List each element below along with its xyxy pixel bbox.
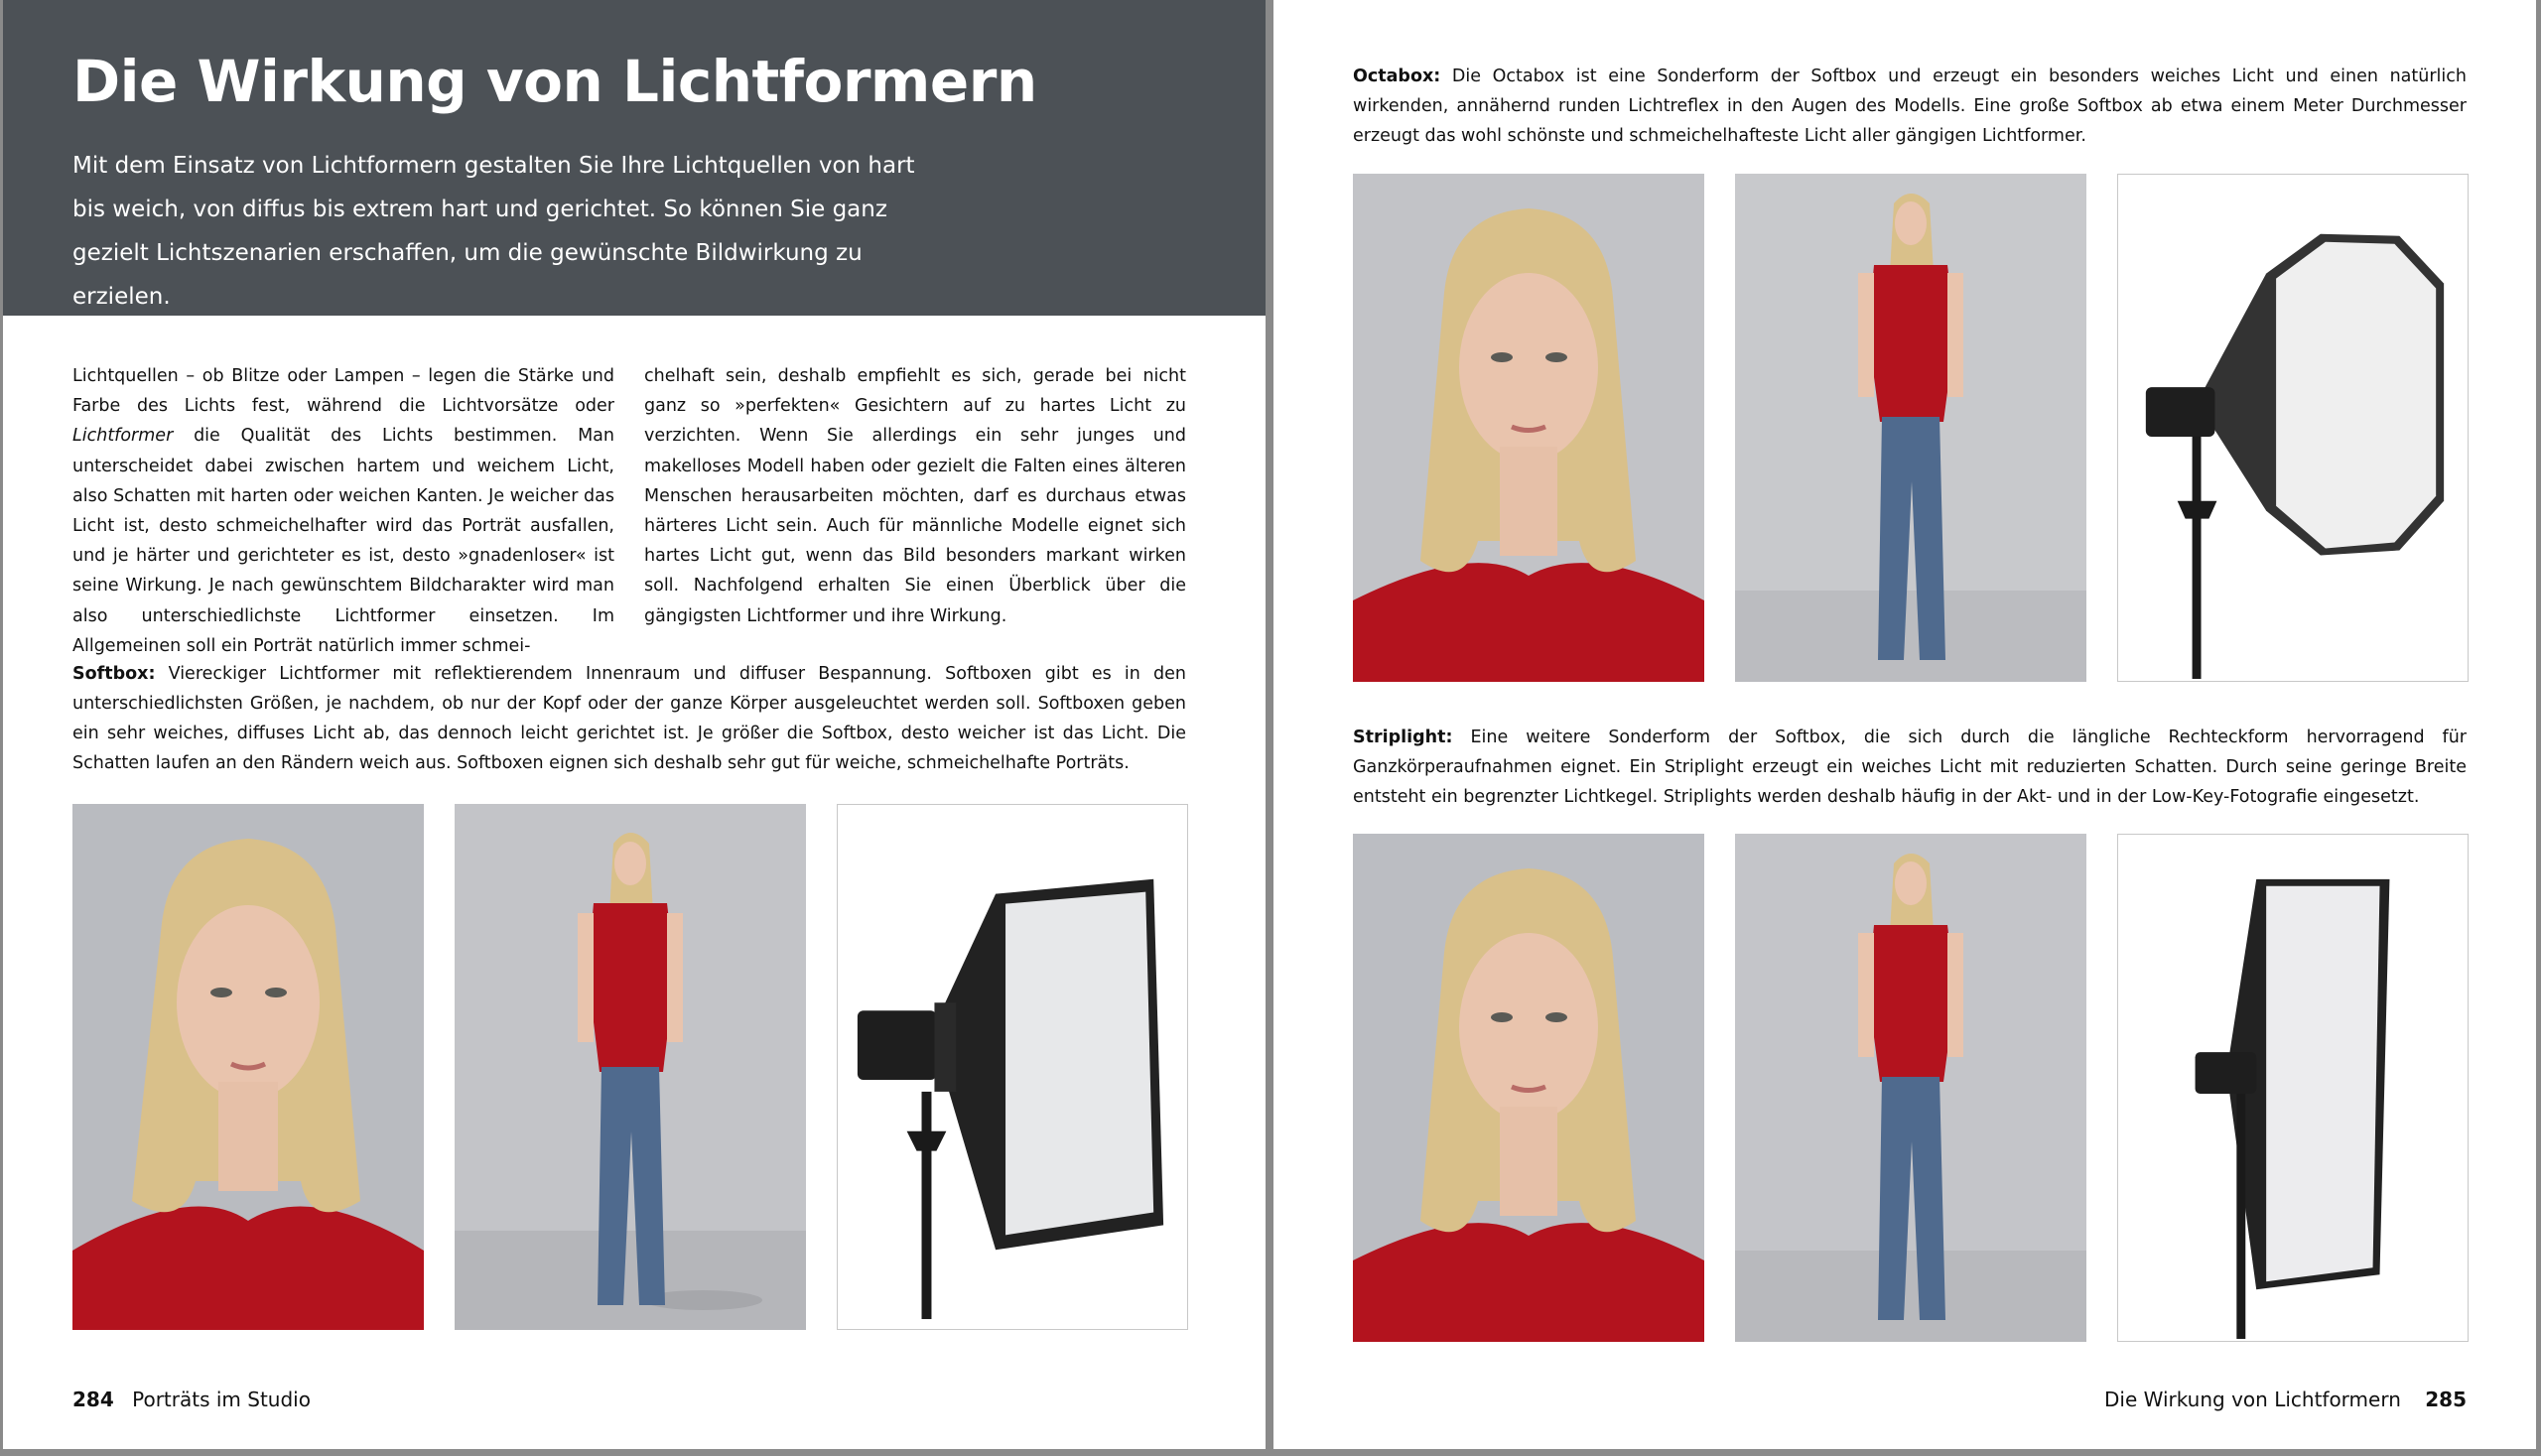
octabox-text: Die Octabox ist eine Sonderform der Softbox und erzeugt ein besonders weiches Licht und einen natürlich wirkenden, annähernd runden Lichtreflex in den Augen des Modells. Eine große Softbox ab etwa einem Meter Durchmesser erzeugt das wohl schönste und schmeichelhafteste Licht aller gängigen Lichtformer. bbox=[1353, 66, 2467, 146]
page-number: 284 bbox=[72, 1388, 114, 1411]
chapter-header bbox=[3, 0, 1266, 316]
softbox-section bbox=[72, 659, 1186, 778]
intro-text: Mit dem Einsatz von Lichtformern gestalten Sie Ihre Lichtquellen von hart bis weich, von diffus bis extrem hart und gerichtet. So können Sie ganz gezielt Lichtszenarien erschaffen, um die gewünschte Bildwirkung zu erzielen. bbox=[72, 153, 915, 310]
softbox-equipment-photo bbox=[837, 804, 1188, 1330]
left-page bbox=[3, 0, 1266, 1449]
octabox-section bbox=[1353, 62, 2467, 151]
striplight-section bbox=[1353, 723, 2467, 812]
octabox-label: Octabox: bbox=[1353, 66, 1441, 86]
body-column-1 bbox=[72, 361, 614, 661]
page-number: 285 bbox=[2425, 1388, 2467, 1411]
striplight-text: Eine weitere Sonderform der Softbox, die sich durch die längliche Rechteckform hervorragend für Ganzkörperaufnahmen eignet. Ein Striplight erzeugt ein weiches Licht mit reduzierten Schatten. Durch seine geringe Breite entsteht ein begrenzter Lichtkegel. Striplights werden deshalb häufig in der Akt- und in der Low-Key-Fotografie eingesetzt. bbox=[1353, 728, 2467, 807]
body-text: die Qualität des Lichts bestimmen. Man unterscheidet dabei zwischen hartem und weichem Licht, also Schatten mit harten oder weichen Kanten. Je weicher das Licht ist, desto schmeichelhafter wird das Porträt ausfallen, und je härter und gerichteter es ist, desto »gnadenloser« ist seine Wirkung. Je nach gewünschtem Bildcharakter wird man also unterschiedlichste Lichtformer einsetzen. Im Allgemeinen soll ein Porträt natürlich immer schmei- bbox=[72, 426, 614, 656]
right-page bbox=[1273, 0, 2536, 1449]
softbox-portrait-photo bbox=[72, 804, 424, 1330]
softbox-text: Viereckiger Lichtformer mit reflektierendem Innenraum und diffuser Bespannung. Softboxen gibt es in den unterschiedlichsten Größen, je nachdem, ob nur der Kopf oder der ganze Körper ausgeleuchtet werden soll. Softboxen geben ein sehr weiches, diffuses Licht ab, das dennoch leicht gerichtet ist. Je größer die Softbox, desto weicher ist das Licht. Die Schatten laufen an den Rändern weich aus. Softboxen eignen sich deshalb sehr gut für weiche, schmeichelhafte Porträts. bbox=[72, 664, 1186, 773]
body-column-2: chelhaft sein, deshalb empfiehlt es sich, gerade bei nicht ganz so »perfekten« Gesichtern auf zu hartes Licht zu verzichten. Wenn Sie allerdings ein sehr junges und makelloses Modell haben oder gezielt die Falten eines älteren Menschen herausarbeiten möchten, darf es durchaus etwas härteres Licht sein. Auch für männliche Modelle eignet sich hartes Licht gut, wenn das Bild besonders markant wirken soll. Nachfolgend erhalten Sie einen Überblick über die gängigsten Lichtformer und ihre Wirkung. bbox=[644, 366, 1186, 626]
octabox-equipment-photo bbox=[2117, 174, 2469, 682]
striplight-portrait-photo bbox=[1353, 834, 1704, 1342]
striplight-fullbody-photo bbox=[1735, 834, 2086, 1342]
running-head: Die Wirkung von Lichtformern bbox=[2103, 1388, 2401, 1411]
octabox-fullbody-photo bbox=[1735, 174, 2086, 682]
left-footer bbox=[72, 1388, 311, 1411]
body-text: Lichtquellen – ob Blitze oder Lampen – legen die Stärke und Farbe des Lichts fest, während die Lichtvorsätze oder bbox=[72, 366, 614, 417]
body-italic-term: Lichtformer bbox=[72, 426, 174, 447]
octabox-portrait-photo bbox=[1353, 174, 1704, 682]
softbox-fullbody-photo bbox=[455, 804, 806, 1330]
striplight-label: Striplight: bbox=[1353, 728, 1453, 747]
striplight-equipment-photo bbox=[2117, 834, 2469, 1342]
page-title: Die Wirkung von Lichtformern bbox=[72, 48, 1037, 115]
book-spine bbox=[1266, 0, 1273, 1456]
softbox-label: Softbox: bbox=[72, 664, 156, 684]
running-head: Porträts im Studio bbox=[132, 1388, 311, 1411]
right-footer bbox=[2104, 1388, 2467, 1411]
